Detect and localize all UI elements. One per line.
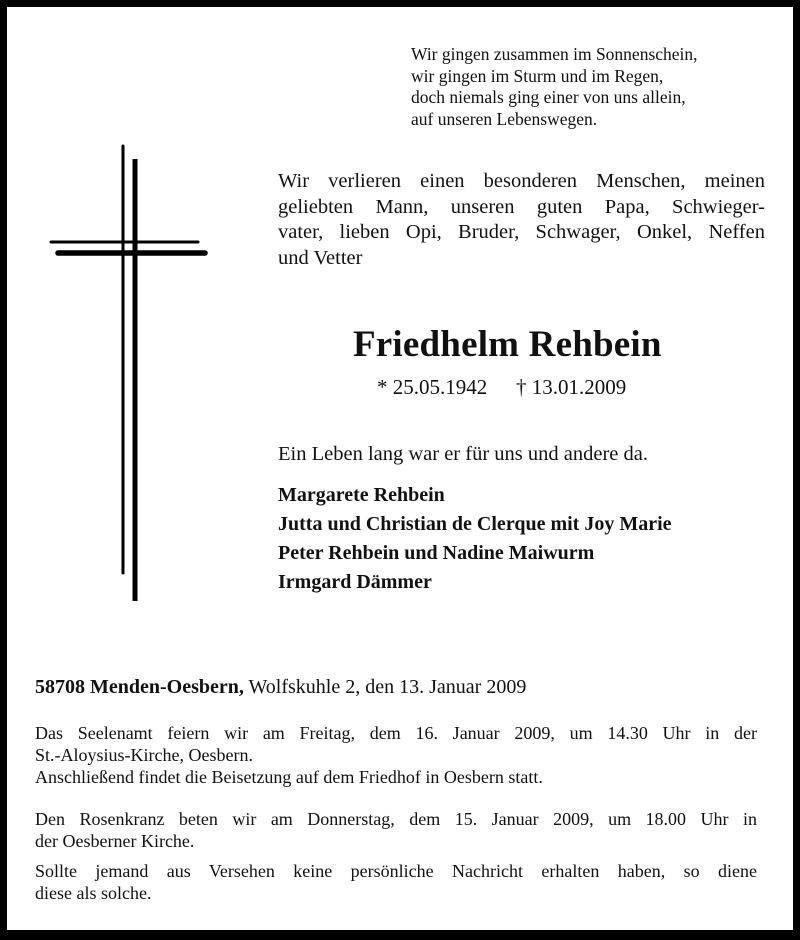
mourner: Margarete Rehbein bbox=[278, 484, 445, 506]
poem-line: Wir gingen zusammen im Sonnenschein, bbox=[411, 44, 698, 64]
intro-line: Wir verlieren einen besonderen Menschen, meinen bbox=[278, 170, 765, 192]
deceased-name: Friedhelm Rehbein bbox=[353, 324, 662, 365]
notice-line: Das Seelenamt feiern wir am Freitag, dem 16. Januar 2009, um 14.30 Uhr in der bbox=[35, 723, 757, 743]
mourner: Irmgard Dämmer bbox=[278, 571, 432, 593]
address-rest: Wolfskuhle 2, den 13. Januar 2009 bbox=[243, 676, 527, 698]
notice-line: der Oesberner Kirche. bbox=[35, 831, 195, 851]
mourner: Jutta und Christian de Clerque mit Joy Marie bbox=[278, 513, 672, 535]
notice-line: Den Rosenkranz beten wir am Donnerstag, dem 15. Januar 2009, um 18.00 Uhr in bbox=[35, 809, 757, 829]
notice-line: diese als solche. bbox=[35, 883, 152, 903]
mourners-list bbox=[278, 481, 672, 597]
intro-paragraph bbox=[278, 169, 765, 271]
closing-notice bbox=[35, 860, 757, 904]
birth-date: * 25.05.1942 bbox=[377, 375, 488, 399]
poem-line: doch niemals ging einer von uns allein, bbox=[411, 87, 686, 107]
mourner: Peter Rehbein und Nadine Maiwurm bbox=[278, 542, 595, 564]
notice-line: Sollte jemand aus Versehen keine persönliche Nachricht erhalten haben, so diene bbox=[35, 861, 757, 881]
death-date: † 13.01.2009 bbox=[516, 375, 627, 399]
poem-line: wir gingen im Sturm und im Regen, bbox=[411, 65, 664, 86]
address-line bbox=[35, 676, 526, 699]
address-place: 58708 Menden-Oesbern, bbox=[35, 676, 244, 698]
intro-line: und Vetter bbox=[278, 246, 363, 269]
tagline: Ein Leben lang war er für uns und andere da. bbox=[278, 443, 648, 465]
poem bbox=[411, 44, 698, 130]
notice-line: St.-Aloysius-Kirche, Oesbern. bbox=[35, 745, 253, 765]
requiem-notice bbox=[35, 722, 757, 788]
double-line-cross-icon bbox=[48, 143, 213, 608]
intro-line: vater, lieben Opi, Bruder, Schwager, Onkel, Neffen bbox=[278, 221, 765, 243]
rosary-notice bbox=[35, 808, 757, 852]
intro-line: geliebten Mann, unseren guten Papa, Schwieger- bbox=[278, 195, 765, 218]
notice-line: Anschließend findet die Beisetzung auf dem Friedhof in Oesbern statt. bbox=[35, 767, 543, 787]
poem-line: auf unseren Lebenswegen. bbox=[411, 108, 598, 129]
